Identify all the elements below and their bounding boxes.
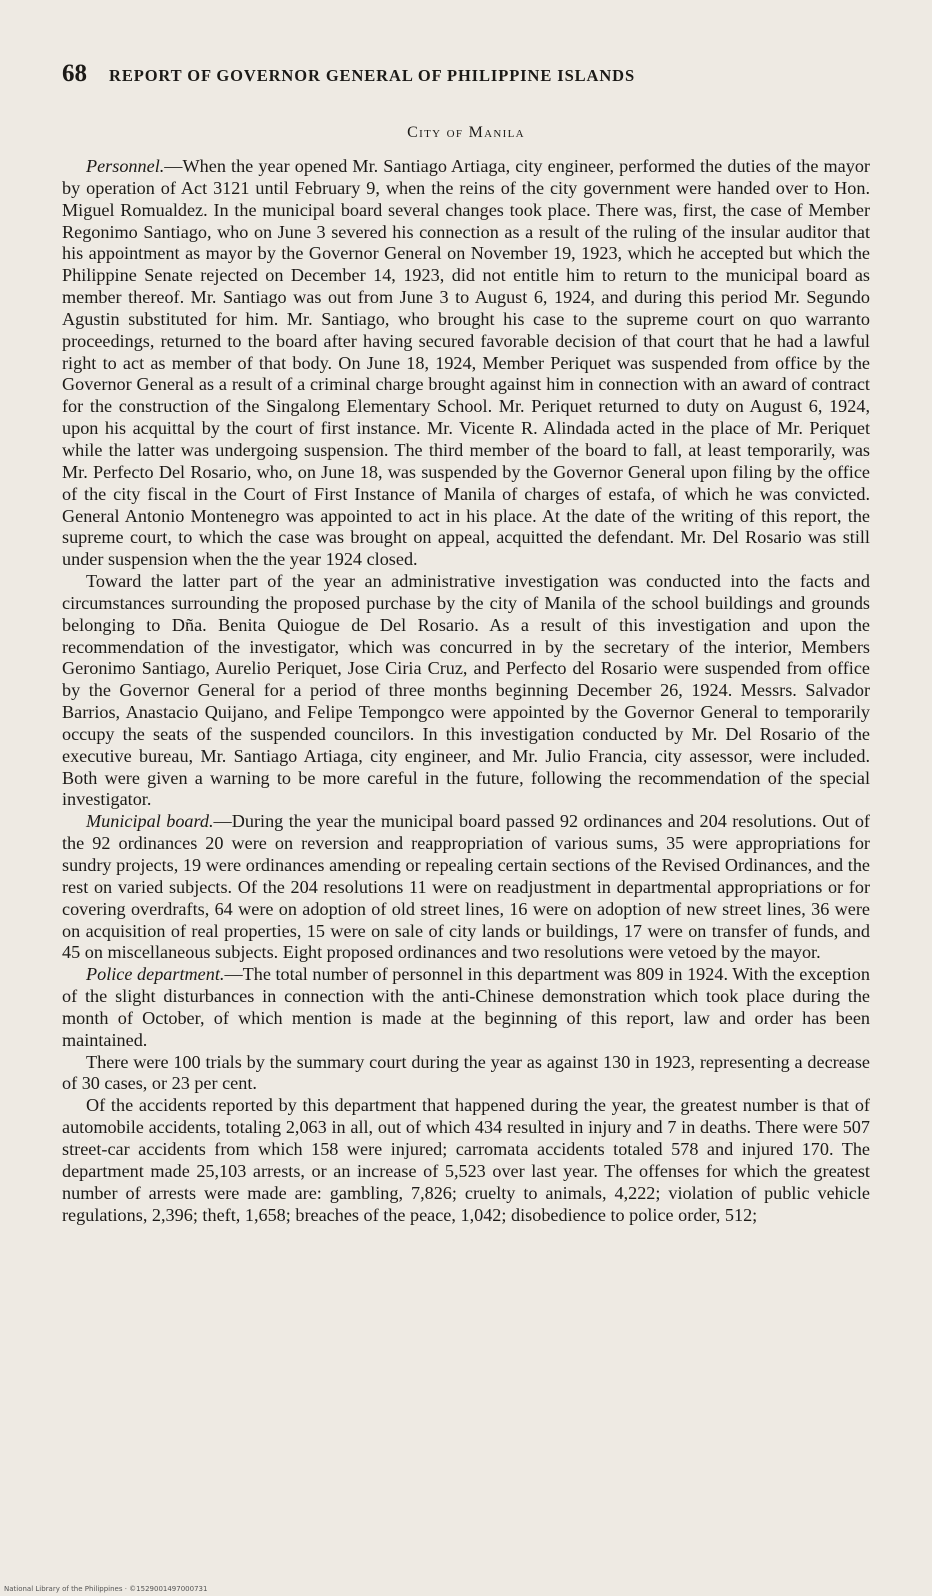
paragraph-investigation bbox=[62, 571, 870, 811]
paragraph-text: Toward the latter part of the year an administrative investigation was conducted into the facts and circumstances surrounding the proposed purchase by the city of Manila of the school buildings and grounds belonging to Dña. Benita Quiogue de Del Rosario. As a result of this investigation and upon the recommendation of the investigator, which was concurred in by the secretary of the interior, Members Geronimo Santiago, Aurelio Periquet, Jose Ciria Cruz, and Perfecto del Rosario were suspended from office by the Governor General for a period of three months beginning December 26, 1924. Messrs. Salvador Barrios, Anastacio Quijano, and Felipe Tempongco were appointed by the Governor General to temporarily occupy the seats of the suspended councilors. In this investigation conducted by Mr. Del Rosario of the executive bureau, Mr. Santiago Artiaga, city engineer, and Mr. Julio Francia, city assessor, were included. Both were given a warning to be more careful in the future, following the recommendation of the special investigator. bbox=[62, 571, 870, 810]
paragraph-text: —During the year the municipal board passed 92 ordinances and 204 resolutions. Out of the 92 ordinances 20 were on reversion and reappropriation of various sums, 35 were appropriations for sundry projects, 19 were ordinances amending or repealing certain sections of the Revised Ordinances, and the rest on varied subjects. Of the 204 resolutions 11 were on readjustment in departmental appropriations or for covering overdrafts, 64 were on adoption of old street lines, 16 were on adoption of new street lines, 36 were on acquisition of real properties, 15 were on sale of city lands or buildings, 17 were on transfer of funds, and 45 on miscellaneous subjects. Eight proposed ordinances and two resolutions were vetoed by the mayor. bbox=[62, 811, 870, 963]
paragraph-lead: Municipal board. bbox=[86, 811, 214, 832]
paragraph-police-department bbox=[62, 964, 870, 1051]
paragraph-accidents bbox=[62, 1095, 870, 1226]
page-number: 68 bbox=[62, 60, 87, 87]
paragraph-lead: Personnel. bbox=[86, 156, 165, 176]
paragraph-text: Of the accidents reported by this department that happened during the year, the greatest number is that of automobile accidents, totaling 2,063 in all, out of which 434 resulted in injury and 7 in deaths. There were 507 street-car accidents from which 158 were injured; carromata accidents totaled 578 and injured 170. The department made 25,103 arrests, or an increase of 5,523 over last year. The offenses for which the greatest number of arrests were made are: gambling, 7,826; cruelty to animals, 4,222; violation of public vehicle regulations, 2,396; theft, 1,658; breaches of the peace, 1,042; disobedience to police order, 512; bbox=[62, 1095, 870, 1225]
running-head bbox=[62, 60, 870, 88]
running-title: REPORT OF GOVERNOR GENERAL OF PHILIPPINE ISLANDS bbox=[109, 66, 636, 85]
paragraph-municipal-board bbox=[62, 811, 870, 964]
paragraph-text: —The total number of personnel in this department was 809 in 1924. With the exception of the slight disturbances in connection with the anti-Chinese demonstration which took place during the month of October, of which mention is made at the beginning of this report, law and order has been maintained. bbox=[62, 964, 870, 1050]
body-text bbox=[62, 156, 870, 1226]
paragraph-personnel bbox=[62, 156, 870, 571]
document-page bbox=[62, 60, 870, 1226]
section-title: City of Manila bbox=[407, 124, 525, 141]
paragraph-lead: Police department. bbox=[86, 964, 225, 985]
paragraph-text: There were 100 trials by the summary court during the year as against 130 in 1923, representing a decrease of 30 cases, or 23 per cent. bbox=[62, 1051, 870, 1094]
paragraph-text: —When the year opened Mr. Santiago Artiaga, city engineer, performed the duties of the mayor by operation of Act 3121 until February 9, when the reins of the city government were handed over to Hon. Miguel Romualdez. In the municipal board several changes took place. There was, first, the case of Member Regonimo Santiago, who on June 3 severed his connection as a result of the ruling of the insular auditor that his appointment as mayor by the Governor General on November 19, 1923, which he accepted but which the Philippine Senate rejected on December 14, 1923, did not entitle him to return to the municipal board as member thereof. Mr. Santiago was out from June 3 to August 6, 1924, and during this period Mr. Segundo Agustin substituted for him. Mr. Santiago, who brought his case to the supreme court on quo warranto proceedings, returned to the board after having secured favorable decision of that court that he had a lawful right to act as member of that body. On June 18, 1924, Member Periquet was suspended from office by the Governor General as a result of a criminal charge brought against him in connection with an award of contract for the construction of the Singalong Elementary School. Mr. Periquet returned to duty on August 6, 1924, upon his acquittal by the court of first instance. Mr. Vicente R. Alindada acted in the place of Mr. Periquet while the latter was undergoing suspension. The third member of the board to fall, at least temporarily, was Mr. Perfecto Del Rosario, who, on June 18, was suspended by the Governor General upon filing by the office of the city fiscal in the Court of First Instance of Manila of charges of estafa, of which he was convicted. General Antonio Montenegro was appointed to act in his place. At the date of the writing of this report, the supreme court, to which the case was brought on appeal, acquitted the defendant. Mr. Del Rosario was still under suspension when the the year 1924 closed. bbox=[62, 156, 870, 570]
footer-stamp: National Library of the Philippines · ©1529001497000731 bbox=[4, 1585, 208, 1593]
paragraph-summary-court bbox=[62, 1052, 870, 1096]
